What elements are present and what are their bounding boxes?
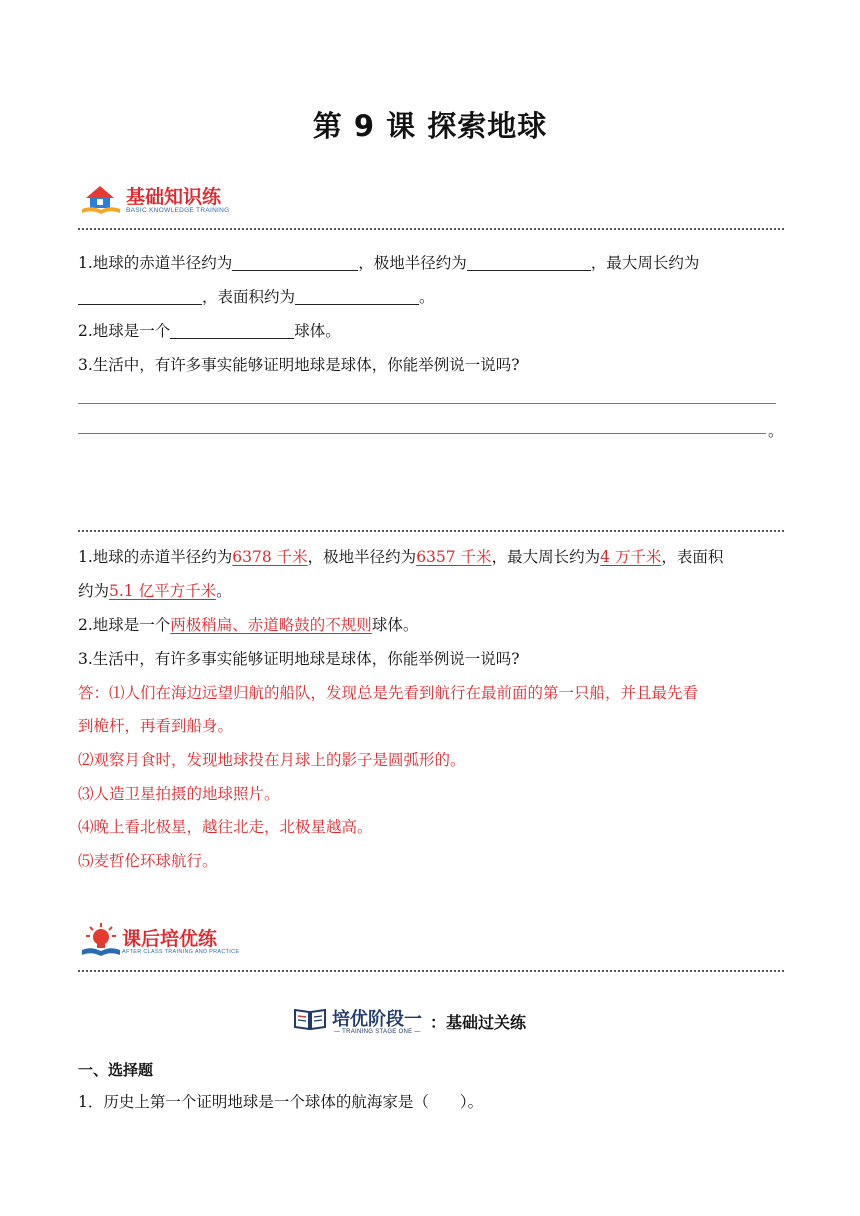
answer-text: ⑸麦哲伦环球航行。 bbox=[78, 852, 218, 870]
question-3: 3.生活中，有许多事实能够证明地球是球体，你能举例说一说吗? bbox=[78, 356, 520, 374]
section-heading: 一、选择题 bbox=[78, 1061, 154, 1079]
question-1: 1.地球的赤道半径约为 ，极地半径约为 ，最大周长约为 bbox=[78, 254, 700, 272]
answer-text: 答：⑴人们在海边远望归航的船队，发现总是先看到航行在最前面的第一只船，并且最先看 bbox=[78, 684, 699, 702]
answer-text: ⑶人造卫星拍摄的地球照片。 bbox=[78, 785, 280, 803]
open-book-icon bbox=[294, 1007, 326, 1031]
answer-blank[interactable] bbox=[295, 288, 419, 305]
answer-text: ⑵观察月食时，发现地球投在月球上的影子是圆弧形的。 bbox=[78, 751, 466, 769]
banner-after-class bbox=[82, 920, 282, 962]
stage-subtitle: — TRAINING STAGE ONE — bbox=[334, 1029, 421, 1035]
banner-title: 基础知识练 bbox=[126, 186, 222, 208]
question-1-cont: ，表面积约为 。 bbox=[78, 287, 435, 307]
answer-1: 1.地球的赤道半径约为6378 千米，极地半径约为6357 千米，最大周长约为4 万千米，表面积 bbox=[78, 548, 724, 566]
answer-blank[interactable] bbox=[170, 322, 294, 339]
answer-blank[interactable] bbox=[467, 254, 591, 271]
answer-line[interactable] bbox=[78, 403, 776, 404]
answer-value: 4 万千米 bbox=[600, 548, 662, 566]
banner-subtitle: BASIC KNOWLEDGE TRAINING bbox=[126, 207, 230, 214]
page-title: 第 9 课 探索地球 bbox=[312, 109, 548, 143]
banner-title: 课后培优练 bbox=[122, 928, 218, 950]
answer-line[interactable] bbox=[78, 433, 766, 434]
banner-subtitle: AFTER CLASS TRAINING AND PRACTICE bbox=[122, 949, 240, 955]
answer-text: ⑷晚上看北极星，越往北走，北极星越高。 bbox=[78, 818, 373, 836]
choice-question-1: 1．历史上第一个证明地球是一个球体的航海家是（ ）。 bbox=[78, 1093, 484, 1111]
stage-title: 培优阶段一 bbox=[332, 1009, 422, 1030]
answer-blank[interactable] bbox=[78, 288, 202, 305]
answer-3: 3.生活中，有许多事实能够证明地球是球体，你能举例说一说吗? bbox=[78, 650, 520, 668]
section-divider bbox=[78, 970, 784, 972]
answer-value: 6357 千米 bbox=[416, 548, 492, 566]
question-2: 2.地球是一个 球体。 bbox=[78, 322, 341, 340]
answer-value: 两极稍扁、赤道略鼓的不规则 bbox=[170, 616, 372, 634]
answer-2: 2.地球是一个两极稍扁、赤道略鼓的不规则球体。 bbox=[78, 616, 419, 634]
answer-1-cont: 约为5.1 亿平方千米。 bbox=[78, 582, 232, 600]
answer-text: 到桅杆，再看到船身。 bbox=[78, 717, 234, 735]
answer-line-period: 。 bbox=[768, 422, 784, 440]
banner-basic-knowledge bbox=[82, 180, 282, 220]
answer-value: 5.1 亿平方千米 bbox=[109, 582, 217, 600]
stage-heading bbox=[294, 1004, 584, 1040]
answer-blank[interactable] bbox=[232, 254, 358, 271]
lightbulb-book-icon bbox=[82, 922, 120, 958]
house-book-icon bbox=[82, 182, 122, 216]
stage-suffix: ：基础过关练 bbox=[430, 1013, 527, 1032]
section-divider bbox=[78, 228, 784, 230]
answer-value: 6378 千米 bbox=[232, 548, 308, 566]
answer-divider bbox=[78, 530, 784, 532]
